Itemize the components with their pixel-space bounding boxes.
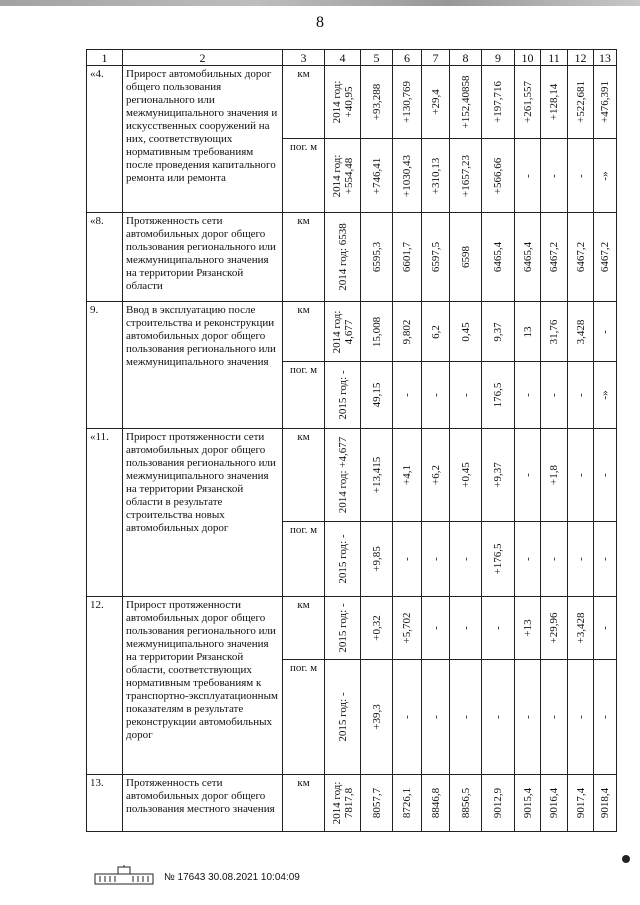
year-value-text: 6465,4 xyxy=(492,241,504,273)
header-cell: 5 xyxy=(361,50,393,66)
year-value-text: - xyxy=(548,557,560,561)
indicator-row-r9-km xyxy=(87,302,617,362)
base-year-value-text: 2014 год: +4,677 xyxy=(336,436,349,514)
year-value xyxy=(393,302,422,362)
year-value-text: - xyxy=(599,329,611,334)
year-value xyxy=(450,660,482,775)
year-value xyxy=(422,139,450,213)
year-value-text: - xyxy=(401,715,413,719)
year-value xyxy=(422,775,450,832)
indicator-name: Ввод в эксплуатацию после строительства и реконструкции автомобильных дорог общего пользования регионального или межмуниципального значения xyxy=(123,302,283,429)
year-value xyxy=(568,660,594,775)
year-value-text: - xyxy=(492,626,504,630)
year-value-text: - xyxy=(459,393,472,397)
year-value xyxy=(568,302,594,362)
row-number: «8. xyxy=(87,213,123,302)
year-value xyxy=(393,597,422,660)
row-number: 13. xyxy=(87,775,123,832)
year-value-text: +130,769 xyxy=(401,81,413,123)
year-value-text: 9012,9 xyxy=(492,787,504,819)
year-value-text: 6465,4 xyxy=(521,241,534,273)
year-value-text: 9015,4 xyxy=(521,787,534,819)
year-value xyxy=(515,775,541,832)
year-value-text: +0,45 xyxy=(459,462,472,488)
year-value xyxy=(450,522,482,597)
unit-cell: пог. м xyxy=(283,522,325,597)
indicator-name: Прирост протяженности автомобильных дорог общего пользования регионального или межмуниципального значения на территории Рязанской области, соответствующих нормативным требованиям к транспортно-эксплуатационным показателям в результате реконструкции автомобильных дорог xyxy=(123,597,283,775)
year-value xyxy=(515,139,541,213)
year-value xyxy=(422,522,450,597)
year-value-text: - xyxy=(521,393,534,397)
year-value-text: 0,45 xyxy=(459,321,472,342)
year-value-text: 15,008 xyxy=(370,316,383,347)
year-value-text: 8846,8 xyxy=(429,787,442,819)
year-value xyxy=(541,775,568,832)
header-cell: 10 xyxy=(515,50,541,66)
year-value-text: - xyxy=(574,715,587,719)
year-value xyxy=(422,213,450,302)
year-value-text: +1,8 xyxy=(548,465,560,485)
header-cell: 2 xyxy=(123,50,283,66)
year-value xyxy=(515,362,541,429)
year-value xyxy=(568,139,594,213)
year-value-text: +93,288 xyxy=(370,83,383,121)
year-value-text: 6467,2 xyxy=(599,241,611,273)
header-cell: 6 xyxy=(393,50,422,66)
year-value-text: - xyxy=(492,715,504,719)
base-year-value-text: 2014 год: 6538 xyxy=(336,223,349,291)
year-value xyxy=(422,66,450,139)
year-value xyxy=(482,66,515,139)
year-value xyxy=(422,597,450,660)
base-year-value xyxy=(325,597,361,660)
year-value-text: 6,2 xyxy=(429,324,442,339)
year-value-text: 31,76 xyxy=(548,319,560,344)
indicator-row-r12-km xyxy=(87,597,617,660)
year-value xyxy=(541,66,568,139)
unit-cell: км xyxy=(283,213,325,302)
year-value xyxy=(361,429,393,522)
year-value xyxy=(361,775,393,832)
year-value xyxy=(594,660,617,775)
unit-cell: пог. м xyxy=(283,660,325,775)
year-value xyxy=(541,302,568,362)
year-value-text: +9,85 xyxy=(370,546,383,572)
header-cell: 12 xyxy=(568,50,594,66)
year-value xyxy=(541,522,568,597)
year-value xyxy=(393,429,422,522)
year-value-text: - xyxy=(599,626,611,630)
base-year-value-text: 2015 год: - xyxy=(336,692,349,742)
year-value-text: +522,681 xyxy=(574,81,587,123)
base-year-value xyxy=(325,139,361,213)
indicator-row-r13-km xyxy=(87,775,617,832)
year-value xyxy=(541,213,568,302)
year-value xyxy=(568,362,594,429)
year-value-text: - xyxy=(599,473,611,477)
year-value-text: - xyxy=(429,557,442,561)
indicator-name: Протяженность сети автомобильных дорог общего пользования местного значения xyxy=(123,775,283,832)
year-value-text: 6598 xyxy=(459,246,472,268)
base-year-value xyxy=(325,362,361,429)
year-value-text: +29,96 xyxy=(548,612,560,644)
unit-cell: пог. м xyxy=(283,362,325,429)
year-value-text: +197,716 xyxy=(492,81,504,123)
year-value xyxy=(594,362,617,429)
year-value xyxy=(515,429,541,522)
year-value-text: -» xyxy=(599,390,611,400)
year-value xyxy=(541,660,568,775)
year-value-text: 8856,5 xyxy=(459,787,472,819)
year-value-text: 8726,1 xyxy=(401,787,413,819)
year-value xyxy=(450,597,482,660)
year-value xyxy=(450,66,482,139)
year-value-text: 6597,5 xyxy=(429,241,442,273)
year-value xyxy=(594,522,617,597)
base-year-value xyxy=(325,660,361,775)
year-value xyxy=(450,302,482,362)
year-value-text: +746,41 xyxy=(370,157,383,194)
year-value-text: 6595,3 xyxy=(370,241,383,273)
year-value xyxy=(482,302,515,362)
header-cell: 1 xyxy=(87,50,123,66)
unit-cell: км xyxy=(283,775,325,832)
year-value-text: +3,428 xyxy=(574,612,587,644)
year-value-text: - xyxy=(548,393,560,397)
year-value xyxy=(482,362,515,429)
year-value xyxy=(568,522,594,597)
year-value-text: - xyxy=(459,715,472,719)
unit-cell: км xyxy=(283,429,325,522)
year-value-text: - xyxy=(574,173,587,178)
year-value xyxy=(594,302,617,362)
year-value xyxy=(450,362,482,429)
year-value xyxy=(515,522,541,597)
unit-cell: км xyxy=(283,66,325,139)
year-value xyxy=(482,213,515,302)
year-value-text: 49,15 xyxy=(370,382,383,408)
base-year-value xyxy=(325,775,361,832)
year-value xyxy=(393,775,422,832)
year-value-text: +29,4 xyxy=(429,89,442,115)
row-number: 9. xyxy=(87,302,123,429)
year-value-text: - xyxy=(521,557,534,561)
scan-edge xyxy=(0,0,640,6)
header-cell: 4 xyxy=(325,50,361,66)
year-value xyxy=(450,213,482,302)
header-row xyxy=(87,50,617,66)
unit-cell: км xyxy=(283,302,325,362)
year-value-text: +13 xyxy=(521,619,534,637)
year-value-text: - xyxy=(521,715,534,719)
header-cell: 7 xyxy=(422,50,450,66)
year-value xyxy=(515,660,541,775)
year-value xyxy=(594,139,617,213)
year-value-text: +310,13 xyxy=(429,157,442,194)
year-value-text: 6467,2 xyxy=(548,241,560,273)
indicators-table xyxy=(86,49,617,832)
year-value xyxy=(393,660,422,775)
year-value-text: - xyxy=(429,393,442,397)
base-year-value-text: 2015 год: - xyxy=(336,603,349,653)
year-value-text: - xyxy=(574,473,587,477)
year-value xyxy=(594,213,617,302)
year-value-text: - xyxy=(429,715,442,719)
year-value-text: -» xyxy=(599,170,611,181)
year-value xyxy=(361,302,393,362)
unit-cell: пог. м xyxy=(283,139,325,213)
base-year-value-text: 2014 год: +40,95 xyxy=(330,80,355,124)
year-value-text: +13,415 xyxy=(370,456,383,494)
year-value xyxy=(541,139,568,213)
year-value xyxy=(482,139,515,213)
year-value-text: 9,802 xyxy=(401,319,413,344)
year-value-text: - xyxy=(548,715,560,719)
indicator-row-r8-km xyxy=(87,213,617,302)
year-value-text: +128,14 xyxy=(548,83,560,121)
year-value xyxy=(482,522,515,597)
year-value xyxy=(393,139,422,213)
year-value xyxy=(594,429,617,522)
year-value-text: 176,5 xyxy=(492,382,504,408)
year-value-text: 9016,4 xyxy=(548,787,560,819)
year-value-text: 9017,4 xyxy=(574,787,587,819)
year-value xyxy=(393,522,422,597)
year-value xyxy=(515,302,541,362)
year-value xyxy=(482,660,515,775)
year-value xyxy=(482,775,515,832)
year-value xyxy=(594,597,617,660)
year-value-text: - xyxy=(429,626,442,630)
year-value-text: - xyxy=(401,557,413,561)
header-cell: 9 xyxy=(482,50,515,66)
indicator-row-r4-km xyxy=(87,66,617,139)
base-year-value xyxy=(325,522,361,597)
year-value-text: +476,391 xyxy=(599,81,611,123)
year-value-text: +261,557 xyxy=(521,81,534,123)
year-value xyxy=(393,362,422,429)
year-value xyxy=(482,597,515,660)
year-value xyxy=(515,597,541,660)
year-value-text: - xyxy=(599,557,611,561)
base-year-value xyxy=(325,429,361,522)
year-value xyxy=(450,775,482,832)
year-value-text: +1657,23 xyxy=(459,154,472,197)
year-value xyxy=(541,429,568,522)
year-value xyxy=(422,429,450,522)
year-value xyxy=(515,66,541,139)
year-value-text: +4,1 xyxy=(401,465,413,485)
header-cell: 3 xyxy=(283,50,325,66)
header-cell: 13 xyxy=(594,50,617,66)
year-value xyxy=(361,213,393,302)
row-number: «11. xyxy=(87,429,123,597)
indicator-name: Протяженность сети автомобильных дорог общего пользования регионального или межмуниципального значения на территории Рязанской области xyxy=(123,213,283,302)
base-year-value-text: 2014 год: +554,48 xyxy=(330,154,355,197)
year-value xyxy=(541,362,568,429)
year-value-text: - xyxy=(548,173,560,178)
row-number: «4. xyxy=(87,66,123,213)
page-number: 8 xyxy=(316,14,324,31)
year-value-text: +5,702 xyxy=(401,612,413,644)
year-value xyxy=(568,66,594,139)
base-year-value xyxy=(325,66,361,139)
year-value-text: 9018,4 xyxy=(599,787,611,819)
year-value xyxy=(541,597,568,660)
base-year-value xyxy=(325,213,361,302)
year-value xyxy=(393,66,422,139)
base-year-value-text: 2014 год: 7817,8 xyxy=(330,781,355,825)
year-value-text: +0,32 xyxy=(370,615,383,641)
year-value-text: - xyxy=(599,715,611,719)
base-year-value xyxy=(325,302,361,362)
year-value-text: +39,3 xyxy=(370,704,383,730)
year-value xyxy=(568,213,594,302)
year-value xyxy=(361,522,393,597)
year-value xyxy=(422,362,450,429)
header-cell: 11 xyxy=(541,50,568,66)
year-value xyxy=(594,775,617,832)
year-value xyxy=(568,775,594,832)
year-value xyxy=(422,302,450,362)
indicator-name: Прирост автомобильных дорог общего пользования регионального или межмуниципального значения и искусственных сооружений на них, соответствующих нормативным требованиям после проведения капитального ремонта или ремонта xyxy=(123,66,283,213)
year-value-text: +566,66 xyxy=(492,157,504,194)
document-number: № 17643 30.08.2021 10:04:09 xyxy=(164,872,300,883)
year-value-text: 8057,7 xyxy=(370,787,383,819)
year-value-text: +6,2 xyxy=(429,465,442,485)
building-emblem-icon xyxy=(94,865,154,885)
year-value xyxy=(361,597,393,660)
year-value xyxy=(361,66,393,139)
year-value-text: +1030,43 xyxy=(401,154,413,197)
header-cell: 8 xyxy=(450,50,482,66)
year-value-text: +152,40858 xyxy=(459,75,472,129)
year-value xyxy=(361,660,393,775)
year-value-text: 3,428 xyxy=(574,319,587,344)
year-value-text: +176,5 xyxy=(492,543,504,575)
year-value-text: 6601,7 xyxy=(401,241,413,273)
year-value xyxy=(594,66,617,139)
year-value-text: 9,37 xyxy=(492,321,504,342)
indicator-row-r11-km xyxy=(87,429,617,522)
year-value xyxy=(361,139,393,213)
base-year-value-text: 2015 год: - xyxy=(336,534,349,584)
year-value xyxy=(482,429,515,522)
year-value-text: - xyxy=(459,626,472,630)
year-value-text: - xyxy=(459,557,472,561)
base-year-value-text: 2015 год: - xyxy=(336,370,349,420)
indicator-name: Прирост протяженности сети автомобильных дорог общего пользования регионального или межмуниципального значения на территории Рязанской области в результате строительства новых автомобильных дорог xyxy=(123,429,283,597)
year-value xyxy=(568,597,594,660)
unit-cell: км xyxy=(283,597,325,660)
year-value xyxy=(450,139,482,213)
year-value xyxy=(515,213,541,302)
year-value-text: 13 xyxy=(521,326,534,337)
year-value-text: - xyxy=(521,173,534,178)
row-number: 12. xyxy=(87,597,123,775)
scan-mark xyxy=(622,855,630,863)
year-value xyxy=(361,362,393,429)
base-year-value-text: 2014 год: 4,677 xyxy=(330,310,355,353)
year-value xyxy=(393,213,422,302)
year-value xyxy=(450,429,482,522)
year-value-text: - xyxy=(574,557,587,561)
year-value xyxy=(422,660,450,775)
year-value-text: 6467,2 xyxy=(574,241,587,273)
year-value-text: - xyxy=(521,473,534,477)
year-value-text: +9,37 xyxy=(492,462,504,488)
year-value xyxy=(568,429,594,522)
year-value-text: - xyxy=(401,393,413,397)
year-value-text: - xyxy=(574,393,587,397)
